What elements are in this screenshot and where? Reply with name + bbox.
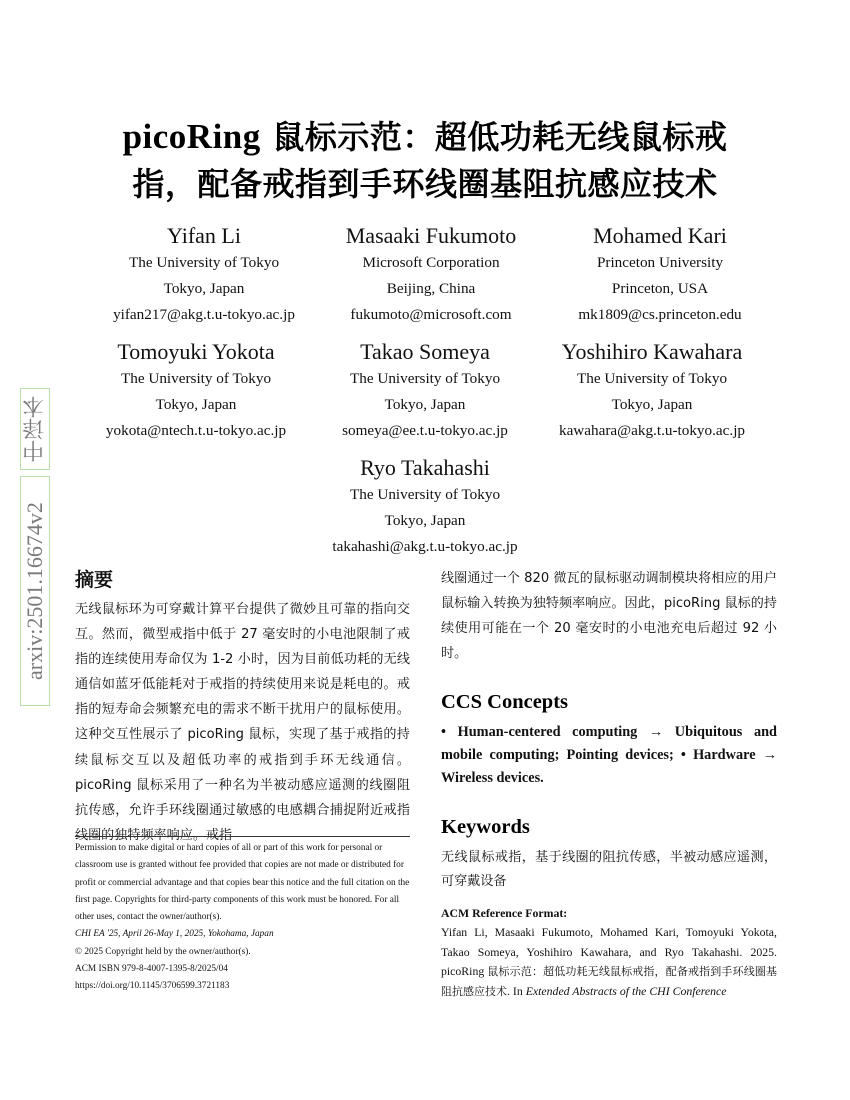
author-email[interactable]: yifan217@akg.t.u-tokyo.ac.jp — [113, 306, 295, 323]
keywords-heading: Keywords — [441, 816, 530, 839]
author-email[interactable]: fukumoto@microsoft.com — [350, 306, 512, 323]
author-location: Tokyo, Japan — [155, 396, 237, 413]
author-affiliation: Princeton University — [596, 254, 724, 271]
author-affiliation: The University of Tokyo — [349, 486, 501, 503]
author-block — [79, 222, 329, 328]
conference-info: CHI EA '25, April 26-May 1, 2025, Yokohama, Japan — [75, 929, 274, 940]
acm-reference-authors: Yifan Li, Masaaki Fukumoto, Mohamed Kari, Tomoyuki Yokota, Takao Someya, Yoshihiro Kawahara, and Ryo Takahashi. 2025. picoRing — [441, 925, 777, 979]
author-location: Tokyo, Japan — [384, 396, 466, 413]
author-affiliation: The University of Tokyo — [576, 370, 728, 387]
author-block — [535, 222, 785, 328]
author-email[interactable]: yokota@ntech.t.u-tokyo.ac.jp — [105, 422, 287, 439]
author-name: Mohamed Kari — [593, 223, 727, 248]
title-line-1 — [60, 113, 790, 161]
title-line1-cn: 鼠标示范：超低功耗无线鼠标戒 — [260, 118, 728, 156]
author-name: Tomoyuki Yokota — [117, 339, 275, 364]
author-block — [71, 338, 321, 444]
author-email[interactable]: mk1809@cs.princeton.edu — [578, 306, 742, 323]
author-name: Ryo Takahashi — [360, 455, 490, 480]
permission-notice: Permission to make digital or hard copies of all or part of this work for personal or classroom use is granted without fee provided that copies are not made or distributed for profit or commercial advantage and that copies bear this notice and the full citation on the first page. Copyrights for third-party components of this work must be honored. For all other uses, contact the owner/author(s). — [75, 843, 410, 923]
acm-reference-heading: ACM Reference Format: — [441, 906, 568, 921]
author-affiliation: The University of Tokyo — [349, 370, 501, 387]
author-affiliation: The University of Tokyo — [120, 370, 272, 387]
author-location: Tokyo, Japan — [163, 280, 245, 297]
author-block — [306, 222, 556, 328]
author-email[interactable]: someya@ee.t.u-tokyo.ac.jp — [342, 422, 508, 439]
title-latin: picoRing — [122, 117, 261, 156]
author-email[interactable]: takahashi@akg.t.u-tokyo.ac.jp — [332, 538, 518, 555]
author-name: Masaaki Fukumoto — [345, 223, 517, 248]
author-name: Yoshihiro Kawahara — [561, 339, 743, 364]
left-column — [75, 565, 410, 848]
author-email[interactable]: kawahara@akg.t.u-tokyo.ac.jp — [558, 422, 746, 439]
acm-reference-venue: Extended Abstracts of the CHI Conference — [525, 983, 727, 998]
doi-link[interactable]: https://doi.org/10.1145/3706599.3721183 — [75, 981, 230, 992]
acm-reference-text — [441, 923, 777, 1001]
author-name: Yifan Li — [167, 223, 241, 248]
title-line-2: 指，配备戒指到手环线圈基阻抗感应技术 — [132, 165, 718, 203]
author-location: Beijing, China — [386, 280, 476, 297]
copyright-footnote — [75, 840, 410, 996]
copyright-line: © 2025 Copyright held by the owner/author(s). — [75, 946, 251, 957]
author-location: Tokyo, Japan — [384, 512, 466, 529]
author-block — [300, 454, 550, 560]
arxiv-id-label[interactable]: arxiv:2501.16674v2 — [20, 476, 50, 706]
author-location: Tokyo, Japan — [611, 396, 693, 413]
footnote-divider — [75, 836, 410, 837]
author-block — [527, 338, 777, 444]
abstract-heading: 摘要 — [75, 569, 114, 591]
right-column — [441, 565, 777, 1001]
author-affiliation: Microsoft Corporation — [362, 254, 500, 271]
author-name: Takao Someya — [360, 339, 490, 364]
abstract-text-left: 无线鼠标环为可穿戴计算平台提供了微妙且可靠的指向交互。然而，微型戒指中低于 27 毫安时的小电池限制了戒指的连续使用寿命仅为 1-2 小时，因为目前低功耗的无线通信如蓝牙低能耗对于戒指的持续使用来说是耗电的。戒指的短寿命会频繁充电的需求不断干扰用户的鼠标使用。这种交互性展示了 picoRing 鼠标，实现了基于戒指的持续鼠标交互以及超低功率的戒指到手环无线通信。picoRing 鼠标采用了一种名为半被动感应遥测的线圈阻抗传感，允许手环线圈通过敏感的电感耦合捕捉附近戒指线圈的独特频率响应。戒指 — [75, 602, 410, 843]
acm-reference-in: . In — [507, 983, 526, 998]
author-affiliation: The University of Tokyo — [128, 254, 280, 271]
ccs-concepts-text: • Human-centered computing → Ubiquitous and mobile computing; Pointing devices; • Hardware → Wireless devices. — [441, 724, 777, 787]
translation-label: 中译本 — [20, 388, 50, 470]
abstract-text-right: 线圈通过一个 820 微瓦的鼠标驱动调制模块将相应的用户鼠标输入转换为独特频率响应。因此，picoRing 鼠标的持续使用可能在一个 20 毫安时的小电池充电后超过 92 小时。 — [441, 571, 777, 662]
isbn-line: ACM ISBN 979-8-4007-1395-8/2025/04 — [75, 964, 228, 975]
keywords-text: 无线鼠标戒指，基于线圈的阻抗传感，半被动感应遥测，可穿戴设备 — [441, 850, 777, 890]
acm-reference-title-cn: 鼠标示范：超低功耗无线鼠标戒指，配备戒指到手环线圈基阻抗感应技术 — [441, 965, 778, 998]
author-location: Princeton, USA — [611, 280, 709, 297]
author-block — [300, 338, 550, 444]
paper-title — [60, 113, 790, 208]
ccs-heading: CCS Concepts — [441, 691, 568, 714]
